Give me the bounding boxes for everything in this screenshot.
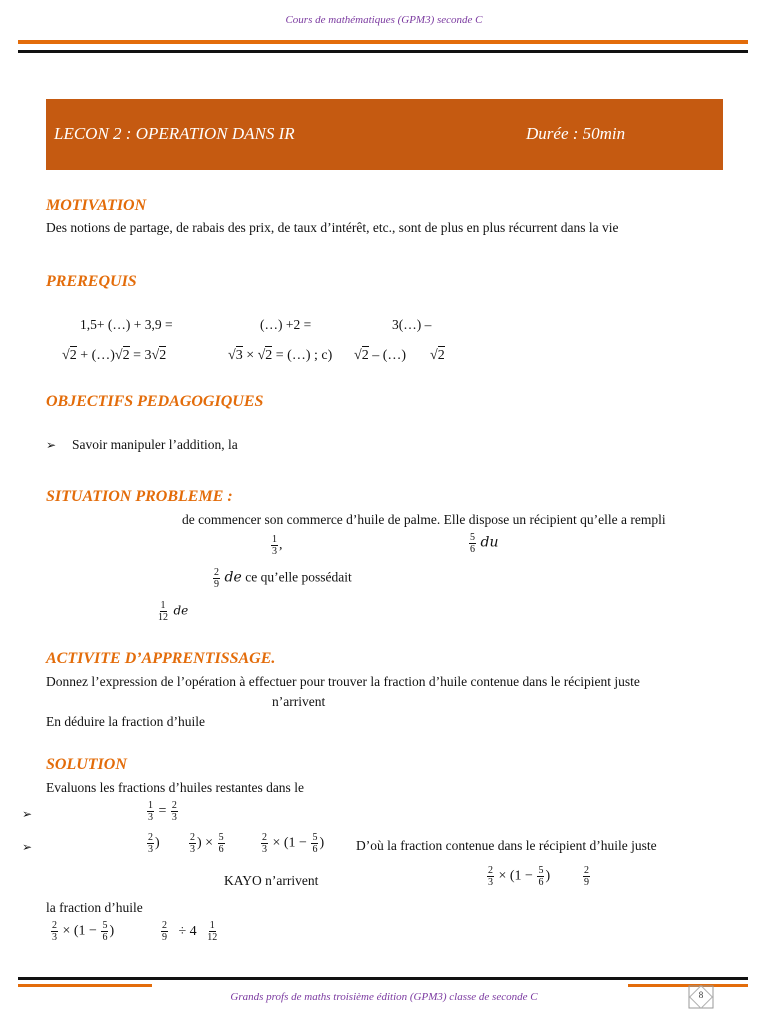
frac-den: 3 <box>52 932 57 943</box>
sqrt-operand: 2 <box>122 348 130 363</box>
arrow-bullet-icon: ➢ <box>22 807 33 821</box>
solution-eq-3 <box>188 832 226 855</box>
sqrt-operand: 2 <box>265 348 273 363</box>
situation-line-1: de commencer son commerce d’huile de palme. Elle dispose un récipient qu’elle a rempli <box>182 512 666 527</box>
prereq-root-expr-1: √2 + (…)√2 = 3√2 <box>62 348 167 363</box>
prereq-root-expr-4: √2 <box>430 348 445 363</box>
frac-num: 5 <box>538 865 544 876</box>
solution-eq-2 <box>146 832 160 855</box>
arrow-bullet-icon: ➢ <box>46 438 57 452</box>
frac-num: 2 <box>148 832 153 843</box>
expr-part: = 3 <box>133 348 152 363</box>
frac-den: 9 <box>584 877 589 888</box>
sqrt-operand: 2 <box>159 348 167 363</box>
solution-kayo: KAYO n’arrivent <box>224 873 319 888</box>
frac-num: 2 <box>214 567 219 578</box>
frac-num: 2 <box>162 920 167 931</box>
frac-den: 9 <box>214 579 219 590</box>
solution-eq-6 <box>50 920 114 943</box>
frac-den: 6 <box>218 844 224 855</box>
activite-line-1: Donnez l’expression de l’opération à effectuer pour trouver la fraction d’huile contenue dans le récipient juste <box>46 674 640 689</box>
lesson-banner <box>46 99 723 170</box>
sqrt-operand: 3 <box>235 348 243 363</box>
frac-den: 3 <box>171 812 177 823</box>
footer-rule-black <box>18 977 748 980</box>
header-rule-orange <box>18 40 748 44</box>
solution-eq-1 <box>146 800 179 823</box>
frac-num: 2 <box>488 865 493 876</box>
prereq-item-2: (…) +2 = <box>260 317 312 332</box>
one-minus: × (1 − <box>272 835 307 851</box>
motivation-text: Des notions de partage, de rabais des prix, de taux d’intérêt, etc., sont de plus en plus récurrent dans la vie <box>46 220 619 235</box>
frac-den: 12 <box>158 612 168 623</box>
frac-num: 2 <box>52 920 57 931</box>
situation-frac-4 <box>156 600 188 623</box>
prereq-root-expr-3: √2 – (…) <box>354 348 407 363</box>
prereq-root-expr-2: √3 × √2 = (…) ; c) <box>228 348 333 363</box>
var-de: de <box>173 603 189 618</box>
frac-den: 3 <box>148 844 153 855</box>
frac-den: 3 <box>272 546 277 557</box>
activite-heading: ACTIVITE D’APPRENTISSAGE. <box>46 650 276 667</box>
solution-eq-7 <box>160 920 219 943</box>
header-rule-black <box>18 50 748 53</box>
frac-den: 12 <box>207 932 218 943</box>
page-number-badge <box>684 984 718 1010</box>
frac-den: 3 <box>488 877 493 888</box>
solution-text-dou: D’où la fraction contenue dans le récipient d’huile juste <box>356 838 657 853</box>
frac-den: 6 <box>312 844 318 855</box>
frac-den: 9 <box>162 932 167 943</box>
frac-num: 1 <box>148 800 153 811</box>
frac-num: 5 <box>218 832 224 843</box>
frac-num: 2 <box>584 865 589 876</box>
frac-num: 5 <box>470 532 475 543</box>
solution-heading: SOLUTION <box>46 756 127 773</box>
solution-eq-5 <box>486 865 550 888</box>
solution-line-fraction: la fraction d’huile <box>46 900 143 915</box>
arrow-bullet-icon: ➢ <box>22 840 33 854</box>
equals: = <box>158 803 167 819</box>
footer-rule-orange-left <box>18 984 152 987</box>
paren: ) <box>319 835 325 851</box>
times: × <box>205 835 214 851</box>
sqrt-operand: 2 <box>361 348 369 363</box>
paren: ) <box>197 835 202 851</box>
frac-num: 2 <box>190 832 195 843</box>
sqrt-operand: 2 <box>437 348 445 363</box>
paren: ) <box>545 868 551 884</box>
frac-num: 2 <box>171 800 177 811</box>
var-du: du <box>480 534 499 551</box>
motivation-heading: MOTIVATION <box>46 197 147 214</box>
solution-line-1: Evaluons les fractions d’huiles restantes dans le <box>46 780 304 795</box>
frac-den: 6 <box>470 544 475 555</box>
header-title: Cours de mathématiques (GPM3) seconde C <box>285 14 483 26</box>
paren: ) <box>155 835 160 851</box>
objectifs-heading: OBJECTIFS PEDAGOGIQUES <box>46 393 264 410</box>
lesson-duration: Durée : 50min <box>526 124 626 143</box>
divide: ÷ 4 <box>178 923 197 939</box>
expr-part: × <box>246 348 255 363</box>
expr-part: = (…) ; c) <box>275 348 333 363</box>
frac-num: 1 <box>160 600 166 611</box>
activite-line-2: n’arrivent <box>272 694 326 709</box>
prereq-item-3: 3(…) – <box>392 317 432 332</box>
expr-part: + (…) <box>80 348 115 363</box>
situation-frac-1 <box>270 534 283 557</box>
footer-text: Grands profs de maths troisième édition (GPM3) classe de seconde C <box>230 991 538 1003</box>
page-number: 8 <box>698 990 704 1000</box>
lesson-title: LECON 2 : OPERATION DANS IR <box>54 124 295 143</box>
solution-result <box>582 865 591 888</box>
activite-line-3: En déduire la fraction d’huile <box>46 714 205 729</box>
var-de: de <box>224 569 242 586</box>
paren: ) <box>109 923 115 939</box>
one-minus: × (1 − <box>62 923 97 939</box>
frac-num: 5 <box>312 832 318 843</box>
sqrt-operand: 2 <box>69 348 77 363</box>
frac-den: 3 <box>148 812 153 823</box>
situation-frac-2 <box>468 532 498 555</box>
expr-part: – (…) <box>372 348 407 363</box>
frac-den: 6 <box>538 877 544 888</box>
frac-num: 5 <box>102 920 108 931</box>
prereq-item-1: 1,5+ (…) + 3,9 = <box>80 317 173 332</box>
objectif-item: Savoir manipuler l’addition, la <box>72 437 238 452</box>
one-minus: × (1 − <box>498 868 533 884</box>
frac-den: 3 <box>190 844 195 855</box>
frac-den: 3 <box>262 844 267 855</box>
situation-line-3: ce qu’elle possédait <box>245 569 352 585</box>
solution-eq-4 <box>260 832 324 855</box>
frac-num: 1 <box>209 920 215 931</box>
frac-num: 2 <box>262 832 267 843</box>
situation-heading: SITUATION PROBLEME : <box>46 488 233 505</box>
frac-num: 1 <box>272 534 277 545</box>
situation-frac-3 <box>212 567 352 590</box>
prerequis-heading: PREREQUIS <box>46 273 137 290</box>
comma: , <box>279 537 283 553</box>
frac-den: 6 <box>102 932 108 943</box>
